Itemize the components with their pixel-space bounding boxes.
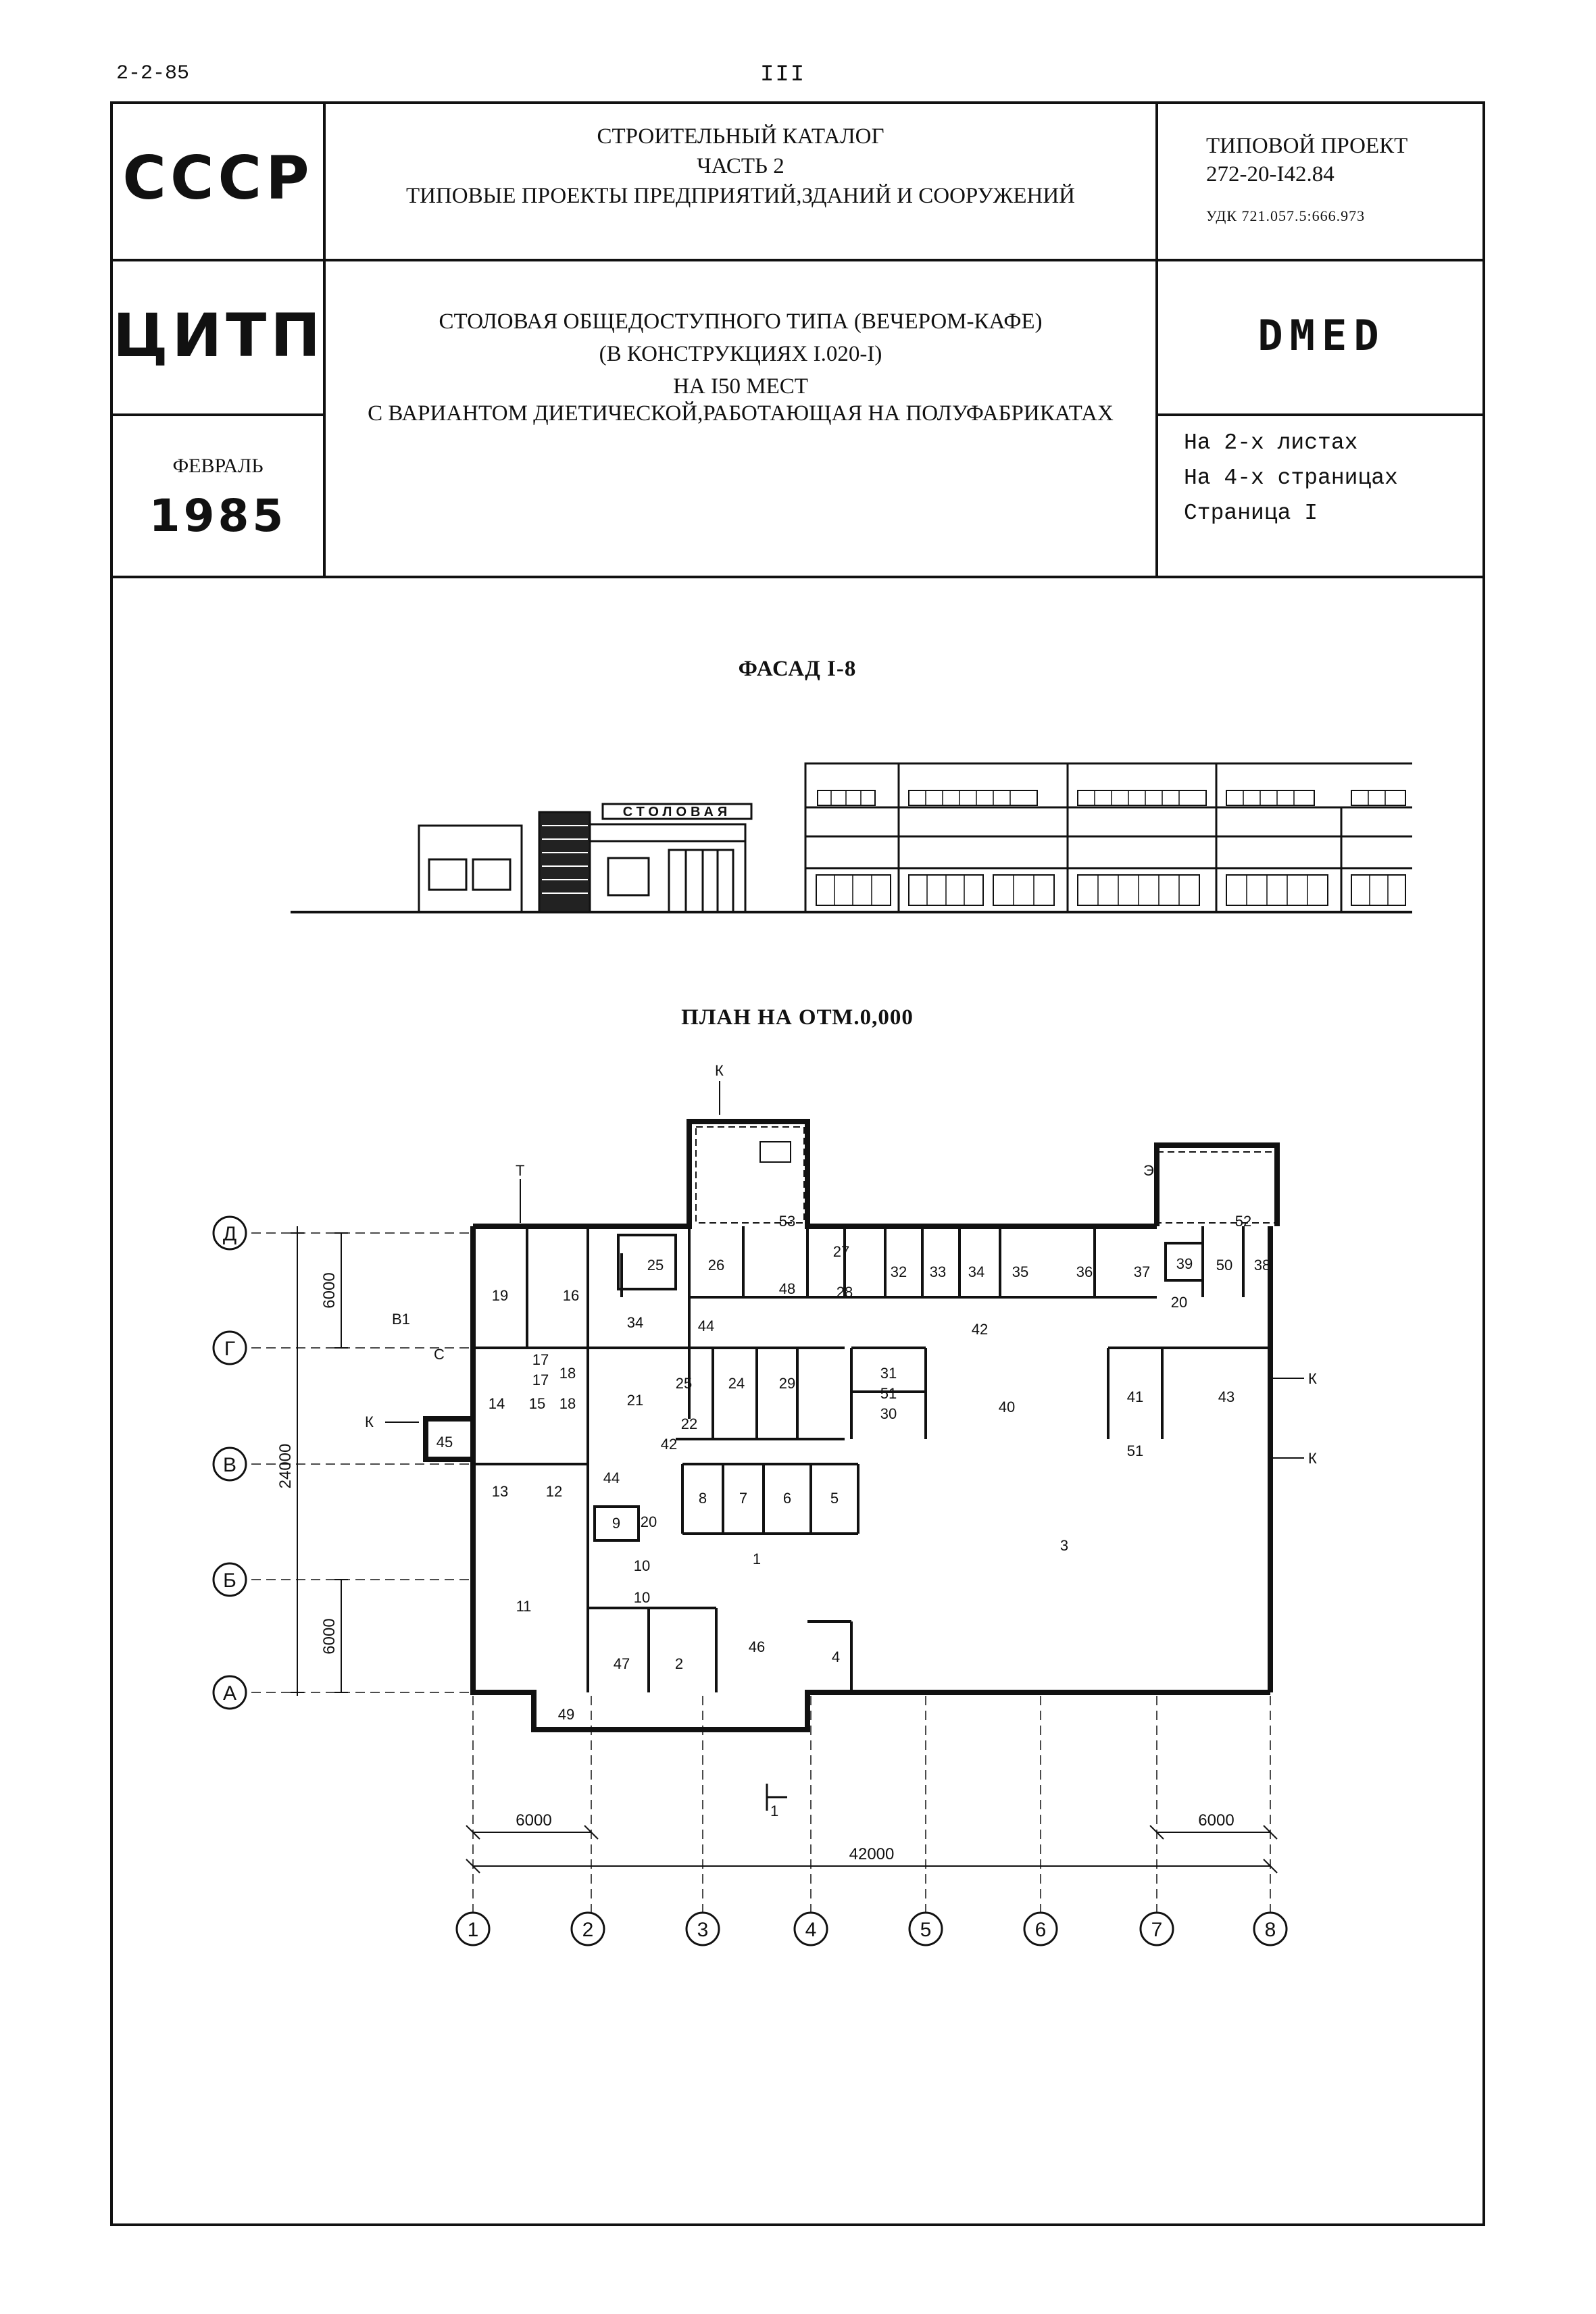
room-number: 37 <box>1133 1263 1151 1280</box>
room-number: 29 <box>778 1375 796 1392</box>
axis-label: А <box>222 1682 237 1705</box>
room-number: 42 <box>660 1436 678 1453</box>
entry-mark: К <box>1308 1370 1317 1387</box>
axis-label: 2 <box>582 1919 594 1941</box>
dim-left-bottom: 6000 <box>320 1618 339 1655</box>
dim-bottom-span: 6000 <box>516 1811 552 1830</box>
dim-bottom-right: 6000 <box>1198 1811 1235 1830</box>
axis-label: 4 <box>805 1919 817 1941</box>
object-line: С ВАРИАНТОМ ДИЕТИЧЕСКОЙ,РАБОТАЮЩАЯ НА ПОЛУФАБРИКАТАХ <box>368 401 1114 426</box>
entry-mark: Т <box>516 1162 525 1179</box>
entry-mark: Э <box>1143 1162 1154 1179</box>
room-number: 51 <box>880 1385 897 1402</box>
room-number: 48 <box>778 1280 796 1297</box>
room-number: 2 <box>674 1655 684 1672</box>
stamp-mark: DMED <box>1257 311 1386 360</box>
sheet-code: 2-2-85 <box>116 62 190 85</box>
room-number: 10 <box>633 1589 651 1606</box>
room-number: 44 <box>697 1317 715 1334</box>
year: 1985 <box>149 490 287 542</box>
room-number: 39 <box>1176 1255 1193 1272</box>
dim-left-total: 24000 <box>276 1443 295 1489</box>
object-line: НА I50 МЕСТ <box>673 374 808 399</box>
axis-label: Б <box>223 1569 236 1592</box>
entry-mark: С <box>434 1346 445 1363</box>
room-number: 32 <box>890 1263 907 1280</box>
room-number: 40 <box>998 1399 1016 1415</box>
udk-code: УДК 721.057.5:666.973 <box>1206 207 1366 224</box>
room-number: 4 <box>831 1649 841 1665</box>
room-number: 50 <box>1216 1257 1233 1274</box>
room-number: 28 <box>836 1284 853 1301</box>
plan-caption: ПЛАН НА ОТМ.0,000 <box>681 1005 914 1030</box>
entry-mark: К <box>365 1413 374 1430</box>
catalog-line: ТИПОВЫЕ ПРОЕКТЫ ПРЕДПРИЯТИЙ,ЗДАНИЙ И СООРУЖЕНИЙ <box>405 184 1076 208</box>
org-citp: ЦИТП <box>113 301 324 370</box>
project-number: 272-20-I42.84 <box>1206 162 1335 186</box>
interior-walls <box>473 1226 1270 1692</box>
room-number: 8 <box>698 1490 707 1507</box>
axis-label: Г <box>224 1338 236 1360</box>
page-line: Страница I <box>1184 501 1318 526</box>
section-mark: 1 <box>770 1803 779 1819</box>
pages-line: На 4-х страницах <box>1184 466 1398 491</box>
room-number: 14 <box>488 1395 505 1412</box>
room-number: 34 <box>626 1314 644 1331</box>
room-number: 35 <box>1012 1263 1029 1280</box>
room-number: 49 <box>557 1706 575 1723</box>
axis-label: 7 <box>1151 1919 1163 1941</box>
room-number: 25 <box>675 1375 693 1392</box>
room-number: 51 <box>1126 1442 1144 1459</box>
room-number: 7 <box>739 1490 748 1507</box>
room-number: 38 <box>1253 1257 1271 1274</box>
month: ФЕВРАЛЬ <box>172 455 264 477</box>
room-number: 5 <box>830 1490 839 1507</box>
entry-mark: В1 <box>392 1311 410 1328</box>
axis-label: 8 <box>1264 1919 1276 1941</box>
axis-label: 1 <box>467 1919 479 1941</box>
room-number: 21 <box>626 1392 644 1409</box>
dim-left-top: 6000 <box>320 1272 339 1309</box>
sheets-line: На 2-х листах <box>1184 430 1358 455</box>
grid-lines <box>251 1233 1270 1915</box>
room-number: 9 <box>612 1515 621 1532</box>
org-ussr: СССР <box>122 143 314 213</box>
room-number: 17 <box>532 1372 549 1388</box>
room-number: 20 <box>640 1513 657 1530</box>
dim-bottom-total: 42000 <box>849 1845 895 1863</box>
axis-label: Д <box>222 1223 237 1245</box>
room-number: 6 <box>782 1490 792 1507</box>
object-line: СТОЛОВАЯ ОБЩЕДОСТУПНОГО ТИПА (ВЕЧЕРОМ-КАФЕ) <box>439 309 1043 334</box>
room-number: 17 <box>532 1351 549 1368</box>
axis-label: 6 <box>1034 1919 1047 1941</box>
room-number: 46 <box>748 1638 766 1655</box>
facade-sign: СТОЛОВАЯ <box>622 805 732 820</box>
room-number: 53 <box>778 1213 796 1230</box>
axis-label: 3 <box>697 1919 709 1941</box>
room-number: 42 <box>971 1321 989 1338</box>
room-number: 24 <box>728 1375 745 1392</box>
axis-label: 5 <box>920 1919 932 1941</box>
room-number: 44 <box>603 1469 620 1486</box>
catalog-line: СТРОИТЕЛЬНЫЙ КАТАЛОГ <box>597 124 884 149</box>
room-number: 16 <box>562 1287 580 1304</box>
room-number: 43 <box>1218 1388 1235 1405</box>
room-number: 52 <box>1235 1213 1252 1230</box>
room-number: 30 <box>880 1405 897 1422</box>
room-number: 15 <box>528 1395 546 1412</box>
room-number: 10 <box>633 1557 651 1574</box>
entry-mark: К <box>715 1062 724 1079</box>
room-number: 22 <box>680 1415 698 1432</box>
object-line: (В КОНСТРУКЦИЯХ I.020-I) <box>599 342 882 366</box>
room-number: 34 <box>968 1263 985 1280</box>
room-number: 25 <box>647 1257 664 1274</box>
project-label: ТИПОВОЙ ПРОЕКТ <box>1206 134 1408 158</box>
room-number: 26 <box>707 1257 725 1274</box>
room-number: 36 <box>1076 1263 1093 1280</box>
room-number: 31 <box>880 1365 897 1382</box>
room-number: 13 <box>491 1483 509 1500</box>
room-number: 1 <box>752 1551 762 1567</box>
room-number: 20 <box>1170 1294 1188 1311</box>
entry-mark: К <box>1308 1450 1317 1467</box>
facade-caption: ФАСАД I-8 <box>738 657 857 681</box>
room-number: 27 <box>832 1243 850 1260</box>
room-number: 3 <box>1059 1537 1069 1554</box>
catalog-line: ЧАСТЬ 2 <box>697 154 784 178</box>
room-number: 19 <box>491 1287 509 1304</box>
room-number: 18 <box>559 1395 576 1412</box>
room-number: 33 <box>929 1263 947 1280</box>
room-number: 41 <box>1126 1388 1144 1405</box>
room-number: 47 <box>613 1655 630 1672</box>
page-number: III <box>760 62 806 88</box>
axis-label: В <box>222 1454 237 1476</box>
room-number: 12 <box>545 1483 563 1500</box>
room-number: 45 <box>436 1434 453 1451</box>
room-number: 18 <box>559 1365 576 1382</box>
room-number: 11 <box>516 1598 532 1615</box>
